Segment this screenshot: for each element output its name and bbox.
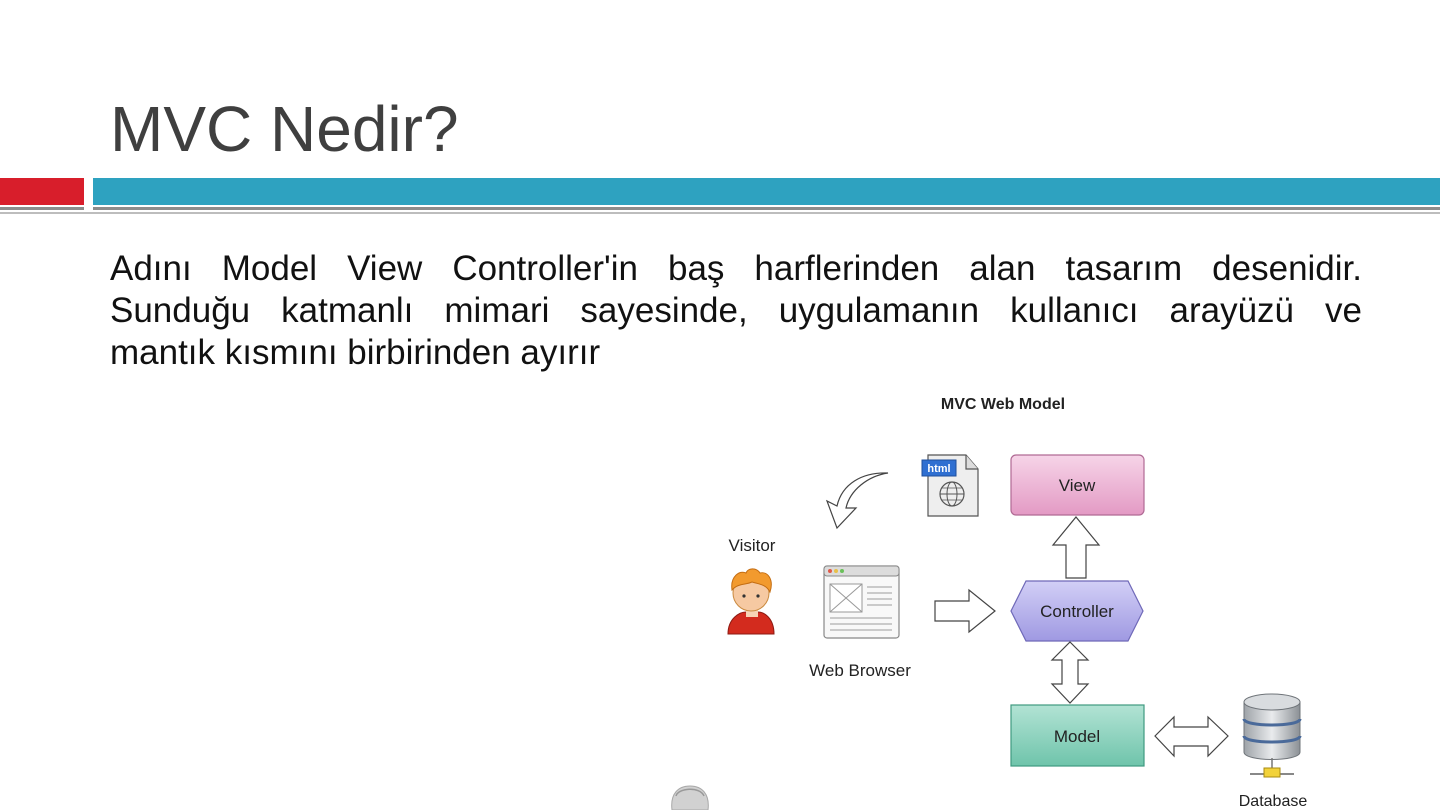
- body-paragraph: [110, 248, 1362, 374]
- title-accent-blue-bar: [93, 178, 1440, 205]
- web-browser-icon: [824, 566, 899, 638]
- model-database-double-arrow-icon: [1155, 717, 1228, 756]
- browser-to-controller-arrow-icon: [935, 590, 995, 632]
- controller-to-view-arrow-icon: [1053, 517, 1099, 578]
- model-label: Model: [1053, 727, 1101, 746]
- view-component: [1011, 455, 1144, 515]
- html-badge-label: html: [927, 463, 951, 475]
- controller-model-double-arrow-icon: [1052, 642, 1088, 703]
- controller-label: Controller: [1040, 602, 1114, 621]
- title-rule-bottom: [0, 212, 1440, 214]
- paragraph-line-3: mantık kısmını birbirinden ayırır: [110, 333, 601, 372]
- paragraph-line-2: Sunduğu katmanlı mimari sayesinde, uygulamanın kullanıcı arayüzü ve: [110, 291, 1362, 330]
- view-label: View: [1058, 476, 1096, 495]
- slide-title: MVC Nedir?: [110, 93, 459, 165]
- database-label: Database: [1238, 793, 1308, 810]
- partial-person-icon: [672, 786, 709, 810]
- diagram-title: MVC Web Model: [940, 396, 1066, 413]
- title-accent-red-bar: [0, 178, 84, 205]
- mvc-web-model-diagram: [660, 380, 1360, 810]
- paragraph-line-1: Adını Model View Controller'in baş harflerinden alan tasarım desenidir.: [110, 249, 1362, 288]
- model-component: [1011, 705, 1144, 766]
- controller-component: [1011, 581, 1143, 641]
- visitor-label: Visitor: [728, 536, 776, 555]
- database-icon: [1244, 694, 1300, 777]
- html-document-icon: [922, 455, 978, 516]
- title-rule-left: [0, 207, 84, 210]
- title-rule-right: [93, 207, 1440, 210]
- visitor-avatar-icon: [728, 569, 774, 634]
- curved-return-arrow-icon: [827, 473, 888, 528]
- web-browser-label: Web Browser: [809, 661, 911, 680]
